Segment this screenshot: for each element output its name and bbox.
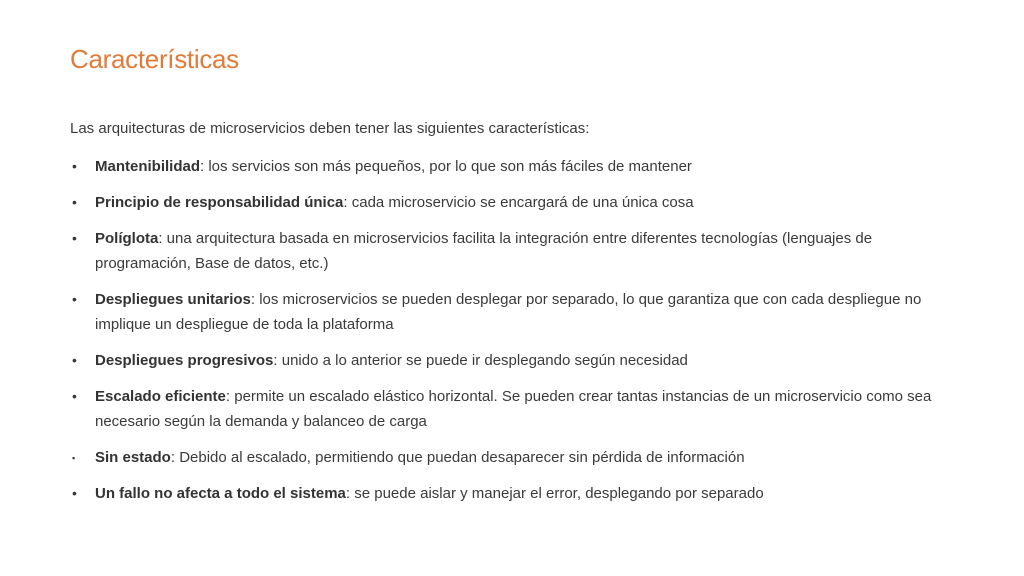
item-description: : los servicios son más pequeños, por lo que son más fáciles de mantener [200,158,692,175]
item-term: Un fallo no afecta a todo el sistema [95,485,346,502]
item-description: : permite un escalado elástico horizontal. Se pueden crear tantas instancias de un microservicio como sea necesario según la demanda y balanceo de carga [95,388,932,430]
item-term: Políglota [95,230,159,247]
item-term: Principio de responsabilidad única [95,194,344,211]
item-term: Sin estado [95,449,171,466]
item-description: : una arquitectura basada en microservicios facilita la integración entre diferentes tecnologías (lenguajes de programación, Base de datos, etc.) [95,230,873,272]
item-description: : Debido al escalado, permitiendo que puedan desaparecer sin pérdida de información [170,449,745,466]
bullet-icon: • [72,194,77,210]
bullet-icon: • [72,158,77,174]
list-item-poliglota [70,226,950,276]
item-description: : unido a lo anterior se puede ir desplegando según necesidad [273,352,688,369]
item-description: : cada microservicio se encargará de una única cosa [343,194,694,211]
item-description: : los microservicios se pueden desplegar por separado, lo que garantiza que con cada despliegue no implique un despliegue de toda la plataforma [95,291,922,333]
list-item-responsabilidad-unica [70,190,950,215]
bullet-icon: • [72,291,77,307]
item-term: Mantenibilidad [95,158,200,175]
item-term: Despliegues progresivos [95,352,274,369]
square-bullet-icon: ▪ [72,453,76,463]
intro-text: Las arquitecturas de microservicios deben tener las siguientes características: [70,120,590,137]
characteristics-list [70,154,950,517]
list-item-escalado-eficiente [70,384,950,434]
list-item-mantenibilidad [70,154,950,179]
slide-title: Características [70,44,239,74]
item-term: Escalado eficiente [95,388,226,405]
list-item-despliegues-unitarios [70,287,950,337]
item-term: Despliegues unitarios [95,291,251,308]
item-description: : se puede aislar y manejar el error, desplegando por separado [345,485,764,502]
list-item-fallo-aislado [70,481,950,506]
bullet-icon: • [72,230,77,246]
list-item-despliegues-progresivos [70,348,950,373]
list-item-sin-estado [70,445,950,470]
bullet-icon: • [72,352,77,368]
bullet-icon: • [72,485,77,501]
bullet-icon: • [72,388,77,404]
